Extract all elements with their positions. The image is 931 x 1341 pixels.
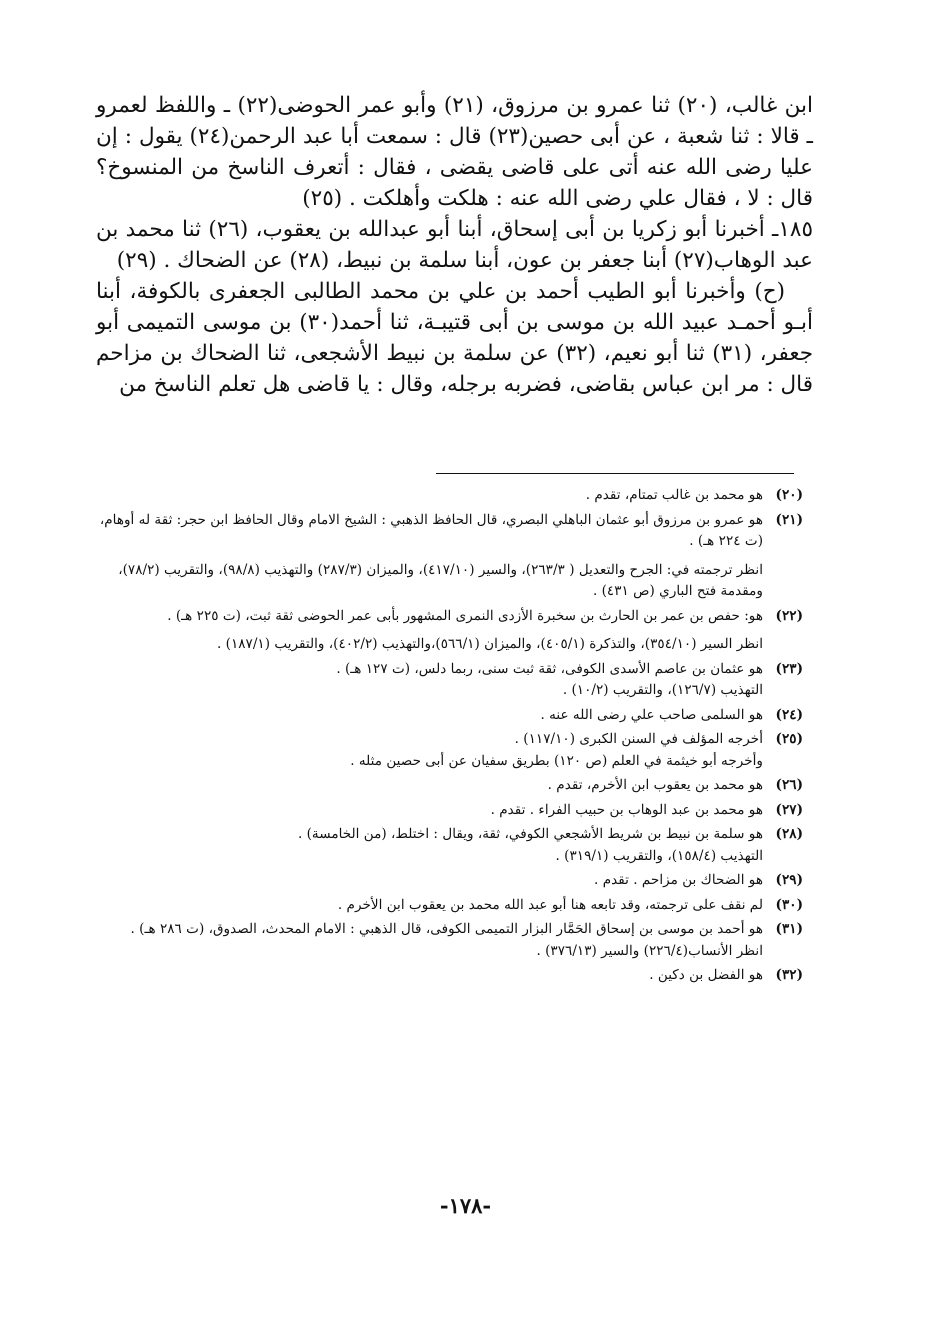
footnote-reference: انظر السير (٣٥٤/١٠)، والتذكرة (٤٠٥/١)، والميزان (٥٦٦/١)،والتهذيب (٤٠٢/٢)، والتقريب (١٨٧/١) . [216, 636, 763, 652]
footnote-number: (٢٩) [775, 872, 803, 888]
footnote-number: (٢٠) [775, 487, 803, 503]
footnote-number: (٢٧) [775, 801, 803, 818]
footnotes [96, 485, 803, 987]
footnote-number: (٣١) [775, 921, 803, 937]
footnote-text: هو محمد بن عبد الوهاب بن حبيب الفراء . تقدم . [490, 801, 763, 818]
footnote-20 [96, 485, 803, 507]
footnote-text: لم نقف على ترجمته، وقد تابعه هنا أبو عبد الله محمد بن يعقوب ابن الأخرم . [337, 896, 763, 913]
footnote-text: هو عثمان بن عاصم الأسدى الكوفى، ثقة ثبت سنى، ربما دلس، (ت ١٢٧ هـ) . [336, 660, 763, 677]
footnote-text: وأخرجه أبو خيثمة في العلم (ص ١٢٠) بطريق سفيان عن أبى حصين مثله . [350, 752, 763, 769]
page-number: -١٧٨- [439, 1193, 492, 1218]
footnote-30 [96, 895, 803, 917]
footnote-text: هو الضحاك بن مزاحم . تقدم . [594, 872, 763, 888]
footnote-28 [96, 824, 803, 867]
footnote-31 [96, 919, 803, 962]
footnote-number: (٢٦) [775, 777, 803, 793]
footnote-text: هو السلمى صاحب علي رضى الله عنه . [540, 706, 763, 723]
footnote-reference: التهذيب (١٥٨/٤)، والتقريب (٣١٩/١) . [555, 847, 763, 864]
footnote-number: (٣٠) [775, 896, 803, 913]
footnote-text: هو عمرو بن مرزوق أبو عثمان الباهلي البصري، قال الحافظ الذهبي : الشيخ الامام وقال الحافظ ابن حجر: ثقة له أوهام، (ت ٢٢٤ هـ) . [99, 511, 763, 549]
footnote-number: (٢٤) [775, 706, 803, 723]
footnote-22 [96, 606, 803, 656]
footnote-reference: انظر ترجمته في: الجرح والتعديل ( ٢٦٣/٣)، والسير (٤١٧/١٠)، والميزان (٢٨٧/٣) والتهذيب (٩٨/٨)، والتقريب (٧٨/٢)، ومقدمة فتح الباري (ص ٤٣١) . [118, 561, 763, 599]
footnote-29 [96, 870, 803, 892]
footnote-27 [96, 800, 803, 822]
footnote-number: (٢٣) [775, 660, 803, 677]
footnote-reference: التهذيب (١٢٦/٧)، والتقريب (١٠/٢) . [562, 682, 763, 698]
footnote-number: (٢٨) [775, 826, 803, 842]
footnote-text: أخرجه المؤلف في السنن الكبرى (١١٧/١٠) . [514, 731, 763, 747]
main-paragraph: (ح) وأخبرنا أبو الطيب أحمد بن علي بن محمد الطالبى الجعفرى بالكوفة، أبنا أبـو أحمـد عبيد الله بن موسى بن أبى قتيبـة، ثنا أحمد(٣٠) بن موسى التميمى أبو جعفر، (٣١) ثنا أبو نعيم، (٣٢) عن سلمة بن نبيط الأشجعى، ثنا الضحاك بن مزاحم قال : مر ابن عباس بقاضى، فضربه برجله، وقال : يا قاضى هل تعلم الناسخ من [96, 279, 813, 397]
footnote-reference: انظر الأنساب(٢٢٦/٤) والسير (٣٧٦/١٣) . [536, 942, 763, 959]
footnote-number: (٣٢) [775, 967, 803, 983]
footnote-text: هو: حفص بن عمر بن الحارث بن سخبرة الأزدى النمرى المشهور بأبى عمر الحوضى ثقة ثبت، (ت ٢٢٥ هـ) . [167, 607, 763, 624]
footnote-32 [96, 965, 803, 987]
footnote-number: (٢٥) [775, 731, 803, 747]
footnote-text: هو محمد بن غالب تمتام، تقدم . [585, 487, 763, 503]
main-paragraph: ابن غالب، (٢٠) ثنا عمرو بن مرزوق، (٢١) وأبو عمر الحوضى(٢٢) ـ واللفظ لعمرو ـ قالا : ثنا شعبة ، عن أبى حصين(٢٣) قال : سمعت أبا عبد الرحمن(٢٤) يقول : إن عليا رضى الله عنه أتى على قاضى يقضى ، فقال : أتعرف الناسخ من المنسوخ؟ قال : لا ، فقال علي رضى الله عنه : هلكت وأهلكت . (٢٥) [96, 93, 813, 211]
hadith-185-paragraph: ١٨٥ـ أخبرنا أبو زكريا بن أبى إسحاق، أبنا أبو عبدالله بن يعقوب، (٢٦) ثنا محمد بن عبد الوهاب(٢٧) أبنا جعفر بن عون، أبنا سلمة بن نبيط، (٢٨) عن الضحاك . (٢٩) [96, 217, 813, 273]
footnote-26 [96, 775, 803, 797]
footnote-21 [96, 510, 803, 603]
footnote-text: هو محمد بن يعقوب ابن الأخرم، تقدم . [547, 777, 763, 793]
footnote-23 [96, 659, 803, 702]
footnote-25 [96, 729, 803, 772]
footnote-text: هو أحمد بن موسى بن إسحاق الحَمَّار البزار التميمى الكوفى، قال الذهبي : الامام المحدث، الصدوق، (ت ٢٨٦ هـ) . [130, 921, 763, 937]
footnote-text: هو الفضل بن دكين . [649, 967, 763, 983]
footnote-number: (٢٢) [775, 607, 803, 624]
footnote-24 [96, 705, 803, 727]
footnote-separator [436, 473, 794, 474]
footnote-text: هو سلمة بن نبيط بن شريط الأشجعي الكوفي، ثقة، ويقال : اختلط، (من الخامسة) . [297, 826, 763, 842]
main-text [96, 90, 813, 400]
footnote-number: (٢١) [775, 511, 803, 528]
